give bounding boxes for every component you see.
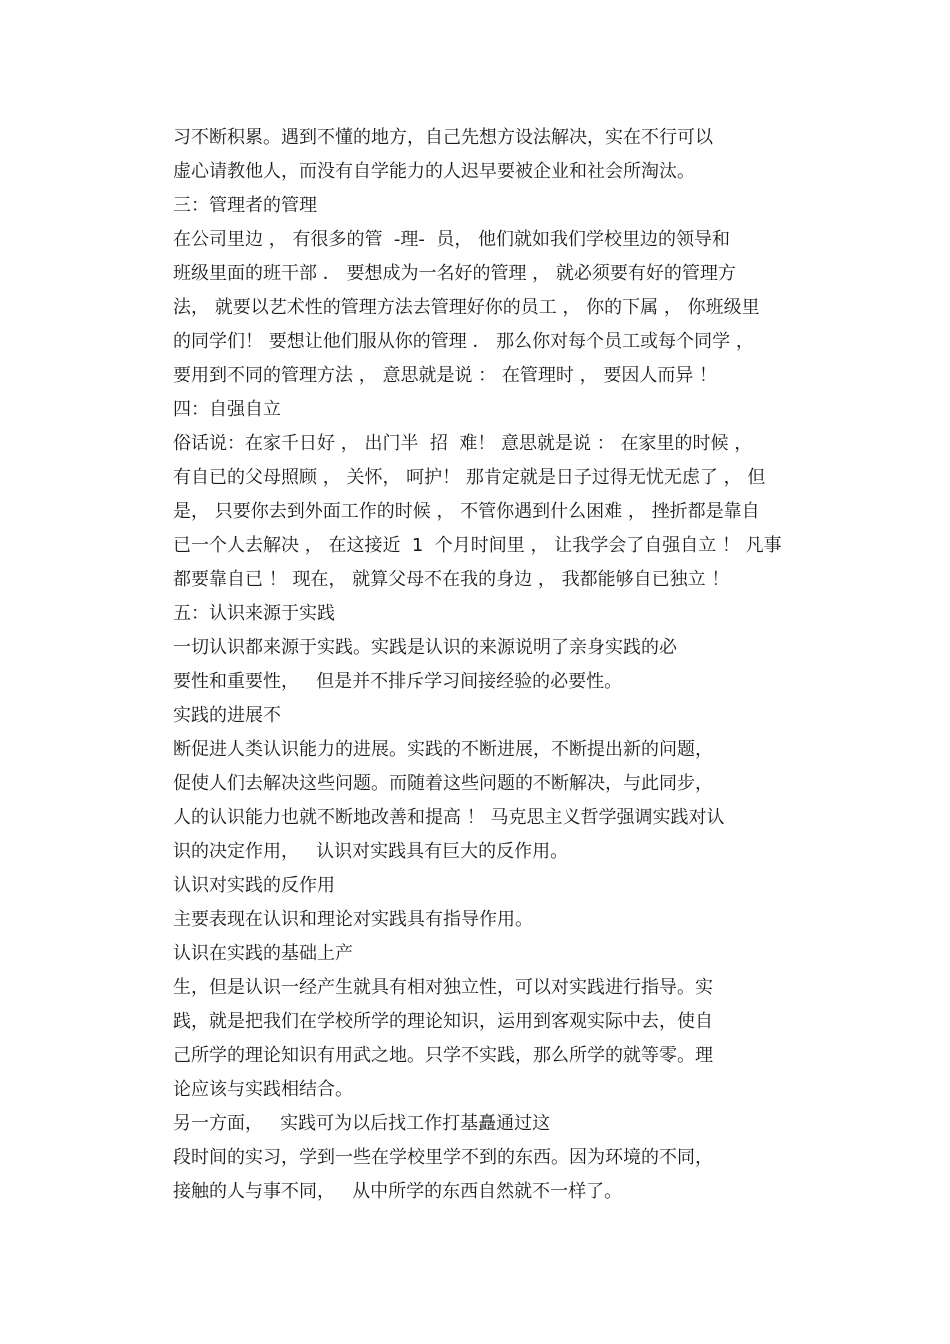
- text-line: 一切认识都来源于实践。实践是认识的来源说明了亲身实践的必: [173, 637, 677, 658]
- text-line: 识的决定作用， 认识对实践具有巨大的反作用。: [173, 841, 569, 862]
- text-line: 虚心请教他人，而没有自学能力的人迟早要被企业和社会所淘汰。: [173, 161, 695, 182]
- text-line: 段时间的实习，学到一些在学校里学不到的东西。因为环境的不同，: [173, 1147, 713, 1168]
- text-line: 接触的人与事不同， 从中所学的东西自然就不一样了。: [173, 1181, 623, 1202]
- text-line: 论应该与实践相结合。: [173, 1079, 353, 1100]
- text-line: 俗话说：在家千日好 ， 出门半 招 难！ 意思就是说 ： 在家里的时候 ，: [173, 433, 753, 454]
- text-line: 主要表现在认识和理论对实践具有指导作用。: [173, 909, 533, 930]
- text-line: 实践的进展不: [173, 705, 281, 726]
- section-heading: 四：自强自立: [173, 399, 281, 420]
- text-line: 有自已的父母照顾 ， 关怀， 呵护！ 那肯定就是日子过得无忧无虑了 ， 但: [173, 467, 766, 488]
- document-body: [173, 124, 853, 1212]
- text-line: 促使人们去解决这些问题。而随着这些问题的不断解决，与此同步，: [173, 773, 713, 794]
- text-line: 践，就是把我们在学校所学的理论知识，运用到客观实际中去，使自: [173, 1011, 713, 1032]
- text-line: 已一个人去解决 ， 在这接近 1 个月时间里 ， 让我学会了自强自立 ！ 凡事: [173, 535, 782, 556]
- text-line: 的同学们！ 要想让他们服从你的管理 ． 那么你对每个员工或每个同学 ，: [173, 331, 754, 352]
- text-line: 要性和重要性， 但是并不排斥学习间接经验的必要性。: [173, 671, 623, 692]
- section-heading: 五：认识来源于实践: [173, 603, 335, 624]
- text-line: 另一方面， 实践可为以后找工作打基矗通过这: [173, 1113, 551, 1134]
- section-heading: 三：管理者的管理: [173, 195, 317, 216]
- text-line: 习不断积累。遇到不懂的地方，自己先想方设法解决，实在不行可以: [173, 127, 713, 148]
- text-line: 认识对实践的反作用: [173, 875, 335, 896]
- text-line: 都要靠自已 ！ 现在， 就算父母不在我的身边 ， 我都能够自已独立 ！: [173, 569, 730, 590]
- text-line: 法， 就要以艺术性的管理方法去管理好你的员工 ， 你的下属 ， 你班级里: [173, 297, 760, 318]
- text-line: 生，但是认识一经产生就具有相对独立性，可以对实践进行指导。实: [173, 977, 713, 998]
- text-line: 断促进人类认识能力的进展。实践的不断进展，不断提出新的问题，: [173, 739, 713, 760]
- text-line: 己所学的理论知识有用武之地。只学不实践，那么所学的就等零。理: [173, 1045, 713, 1066]
- text-line: 要用到不同的管理方法 ， 意思就是说 ： 在管理时 ， 要因人而异 ！: [173, 365, 718, 386]
- text-line: 人的认识能力也就不断地改善和提高 ！ 马克思主义哲学强调实践对认: [173, 807, 725, 828]
- text-line: 班级里面的班干部 ． 要想成为一名好的管理 ， 就必须要有好的管理方: [173, 263, 736, 284]
- text-line: 是， 只要你去到外面工作的时候 ， 不管你遇到什么困难 ， 挫折都是靠自: [173, 501, 760, 522]
- text-line: 认识在实践的基础上产: [173, 943, 353, 964]
- text-line: 在公司里边 ， 有很多的管 -理- 员， 他们就如我们学校里边的领导和: [173, 229, 731, 250]
